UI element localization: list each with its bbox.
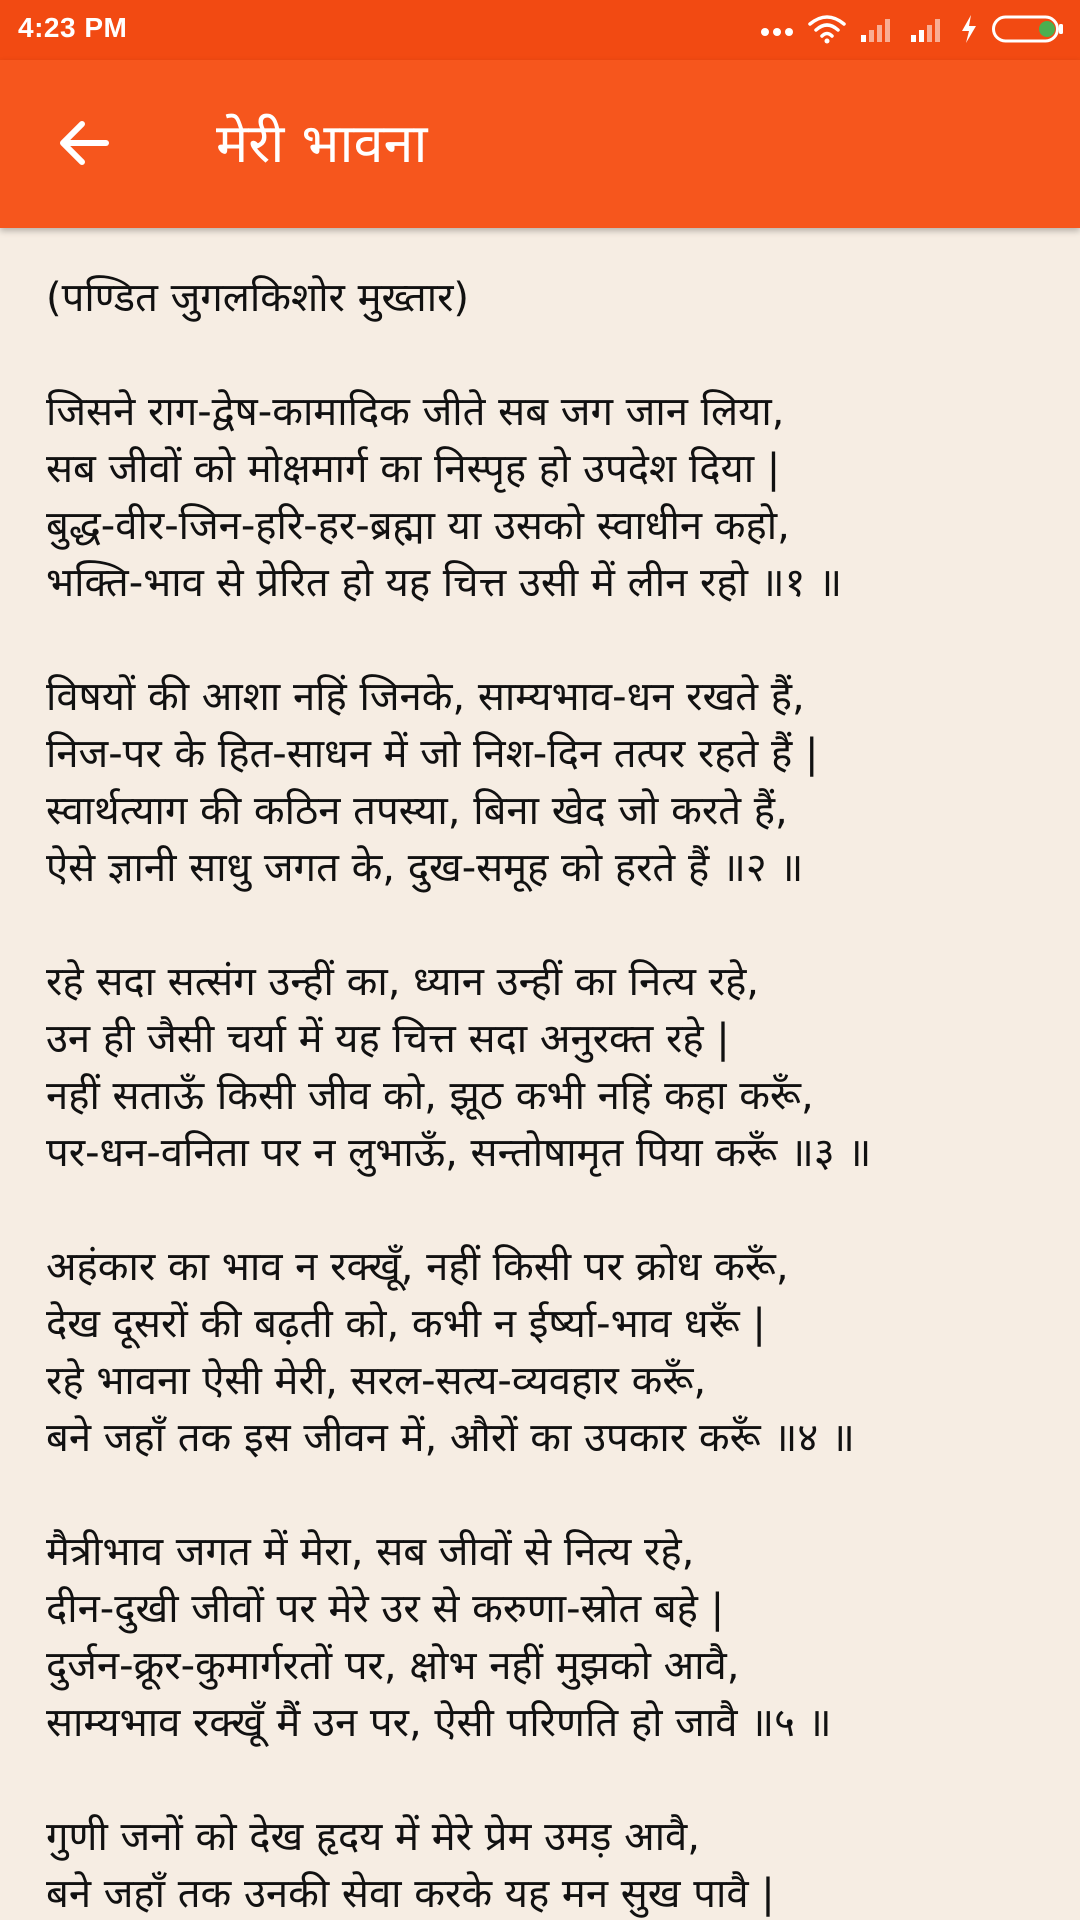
stanza-2 [46, 669, 1056, 897]
poem-line: बुद्ध-वीर-जिन-हरि-हर-ब्रह्मा या उसको स्वाधीन कहो, [46, 503, 790, 549]
page-title: मेरी भावना [216, 112, 428, 175]
more-dots-icon [760, 22, 794, 41]
stanza-5 [46, 1524, 1056, 1752]
poem-line: बने जहाँ तक उनकी सेवा करके यह मन सुख पावै | [46, 1871, 775, 1917]
poem-line: विषयों की आशा नहिं जिनके, साम्यभाव-धन रखते हैं, [46, 674, 805, 720]
poem-line: निज-पर के हित-साधन में जो निश-दिन तत्पर रहते हैं | [46, 731, 819, 777]
stanza-3 [46, 954, 1056, 1182]
status-bar [0, 0, 1080, 60]
poem-line: देख दूसरों की बढ़ती को, कभी न ईर्ष्या-भाव धरूँ | [46, 1301, 766, 1347]
poem-line: ऐसे ज्ञानी साधु जगत के, दुख-समूह को हरते हैं ॥२ ॥ [46, 845, 804, 891]
poem-line: रहे भावना ऐसी मेरी, सरल-सत्य-व्यवहार करूँ, [46, 1358, 707, 1404]
stanza-4 [46, 1239, 1056, 1467]
poem-content [46, 270, 1056, 1920]
poem-line: दीन-दुखी जीवों पर मेरे उर से करुणा-स्रोत बहे | [46, 1586, 725, 1632]
battery-icon [992, 14, 1064, 48]
status-time: 4:23 PM [18, 12, 128, 43]
poem-line: सब जीवों को मोक्षमार्ग का निस्पृह हो उपदेश दिया | [46, 446, 781, 492]
stanza-1 [46, 384, 1056, 612]
poem-line: गुणी जनों को देख हृदय में मेरे प्रेम उमड़ आवै, [46, 1814, 700, 1860]
poem-line: मैत्रीभाव जगत में मेरा, सब जीवों से नित्य रहे, [46, 1529, 695, 1575]
poem-line: स्वार्थत्याग की कठिन तपस्या, बिना खेद जो करते हैं, [46, 788, 788, 834]
signal-icon [860, 15, 896, 47]
author-line: (पण्डित जुगलकिशोर मुख्तार) [46, 275, 470, 321]
poem-line: साम्यभाव रक्खूँ मैं उन पर, ऐसी परिणति हो जावै ॥५ ॥ [46, 1700, 832, 1746]
poem-line: भक्ति-भाव से प्रेरित हो यह चित्त उसी में लीन रहो ॥१ ॥ [46, 560, 843, 606]
app-bar [0, 60, 1080, 228]
back-button[interactable] [44, 110, 124, 180]
poem-line: अहंकार का भाव न रक्खूँ, नहीं किसी पर क्रोध करूँ, [46, 1244, 789, 1290]
poem-line: पर-धन-वनिता पर न लुभाऊँ, सन्तोषामृत पिया करूँ ॥३ ॥ [46, 1130, 872, 1176]
stanza-6 [46, 1809, 1056, 1920]
poem-line: नहीं सताऊँ किसी जीव को, झूठ कभी नहिं कहा करूँ, [46, 1073, 814, 1119]
wifi-icon [808, 14, 846, 48]
poem-line: जिसने राग-द्वेष-कामादिक जीते सब जग जान लिया, [46, 389, 785, 435]
poem-line: रहे सदा सत्संग उन्हीं का, ध्यान उन्हीं का नित्य रहे, [46, 959, 760, 1005]
charging-icon [960, 14, 978, 48]
back-arrow-icon [58, 119, 110, 171]
poem-line: बने जहाँ तक इस जीवन में, औरों का उपकार करूँ ॥४ ॥ [46, 1415, 855, 1461]
poem-line: उन ही जैसी चर्या में यह चित्त सदा अनुरक्त रहे | [46, 1016, 730, 1062]
poem-line: दुर्जन-क्रूर-कुमार्गरतों पर, क्षोभ नहीं मुझको आवै, [46, 1643, 740, 1689]
signal-icon-2 [910, 15, 946, 47]
status-icons [760, 14, 1064, 48]
